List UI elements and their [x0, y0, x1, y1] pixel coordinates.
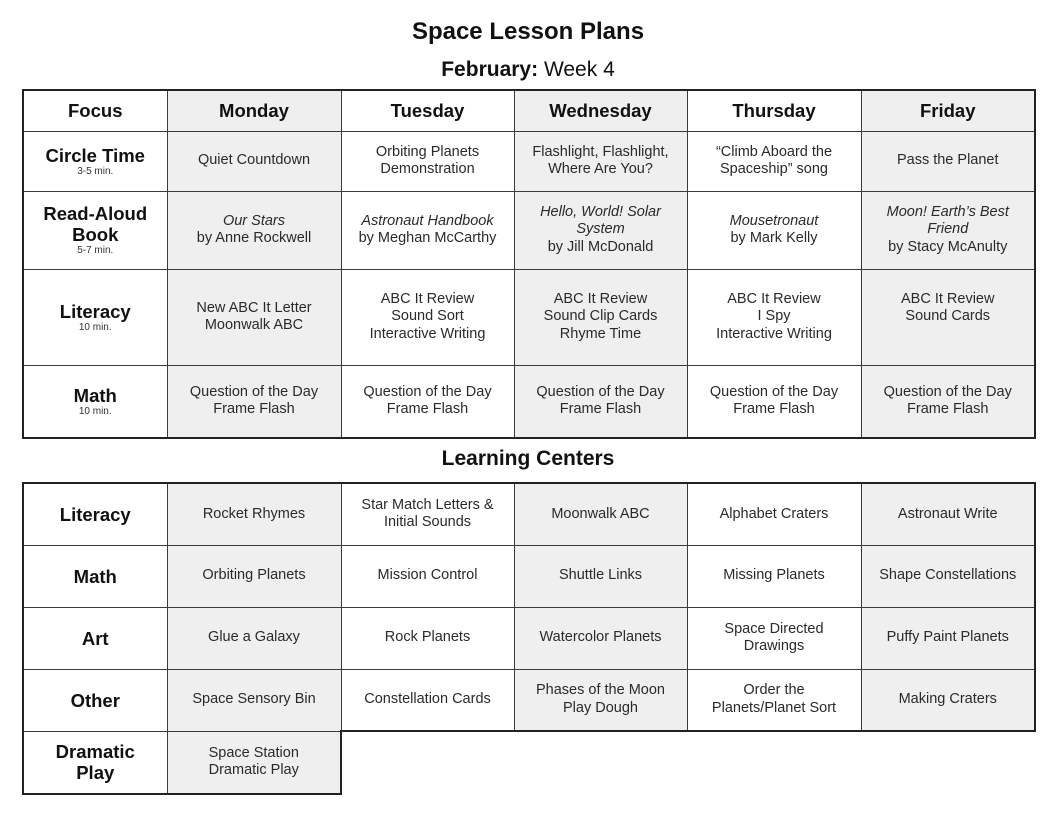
activity-line: “Climb Aboard the — [715, 143, 833, 160]
header-monday: Monday — [167, 90, 341, 131]
center-cell: Making Craters — [861, 669, 1035, 731]
center-cell: Space Station Dramatic Play — [167, 731, 341, 794]
center-cell: Alphabet Craters — [687, 483, 861, 545]
focus-cell — [23, 269, 167, 365]
center-cell: Space Directed Drawings — [687, 607, 861, 669]
book-author: by Stacy McAnulty — [888, 238, 1008, 255]
page-title: Space Lesson Plans — [411, 18, 645, 45]
center-cell: Constellation Cards — [341, 669, 514, 731]
book-title: Our Stars — [222, 212, 286, 229]
header-focus: Focus — [23, 90, 167, 131]
schedule-row-literacy — [23, 269, 1035, 365]
activity-line: Rhyme Time — [559, 325, 642, 342]
learning-centers-title: Learning Centers — [441, 447, 615, 470]
book-cell — [341, 191, 514, 269]
activity-line: Question of the Day — [883, 383, 1012, 400]
book-cell — [167, 191, 341, 269]
activity-cell — [687, 269, 861, 365]
activity-cell — [687, 365, 861, 438]
center-label: Dramatic Play — [55, 741, 135, 784]
centers-row-dramatic-play — [23, 731, 1035, 794]
activity-line: Frame Flash — [907, 401, 989, 418]
activity-cell — [514, 365, 687, 438]
focus-cell — [23, 131, 167, 191]
focus-cell — [23, 365, 167, 438]
book-author: by Jill McDonald — [547, 238, 654, 255]
activity-line: Spaceship” song — [719, 161, 828, 177]
activity-line: New ABC It Letter — [196, 299, 312, 316]
center-label-cell — [23, 483, 167, 545]
activity-line: Sound Cards — [905, 308, 991, 324]
center-cell: Star Match Letters & Initial Sounds — [341, 483, 514, 545]
activity-cell — [341, 365, 514, 438]
focus-cell — [23, 191, 167, 269]
center-cell: Astronaut Write — [861, 483, 1035, 545]
activity-line: Pass the Planet — [896, 152, 999, 169]
center-cell: Mission Control — [341, 545, 514, 607]
book-author: by Anne Rockwell — [196, 230, 312, 246]
center-label-cell — [23, 669, 167, 731]
activity-line: Question of the Day — [363, 383, 492, 400]
empty-area — [341, 731, 1035, 794]
center-label-cell — [23, 545, 167, 607]
book-cell — [514, 191, 687, 269]
focus-label: Read-Aloud Book — [43, 203, 148, 245]
center-label: Art — [81, 627, 109, 649]
activity-cell — [687, 131, 861, 191]
activity-cell — [341, 131, 514, 191]
activity-cell — [167, 131, 341, 191]
center-label: Other — [70, 689, 120, 711]
schedule-table — [22, 89, 1036, 439]
activity-line: Frame Flash — [386, 401, 469, 418]
subtitle-month: February: — [441, 58, 539, 81]
center-cell: Order the Planets/Planet Sort — [687, 669, 861, 731]
center-cell: Orbiting Planets — [167, 545, 341, 607]
focus-label: Math — [73, 384, 117, 406]
focus-duration: 10 min. — [78, 321, 112, 333]
activity-line: Sound Clip Cards — [543, 308, 658, 325]
focus-duration: 10 min. — [78, 405, 112, 417]
centers-row-math — [23, 545, 1035, 607]
activity-cell — [341, 269, 514, 365]
activity-line: Quiet Countdown — [197, 152, 311, 169]
activity-line: ABC It Review — [553, 290, 648, 307]
activity-line: Sound Sort — [391, 308, 464, 325]
schedule-header-row — [23, 90, 1035, 131]
centers-row-other — [23, 669, 1035, 731]
activity-line: Where Are You? — [548, 161, 653, 177]
centers-row-literacy — [23, 483, 1035, 545]
book-title: Astronaut Handbook — [361, 212, 494, 229]
focus-duration: 5-7 min. — [77, 245, 114, 256]
center-cell: Space Sensory Bin — [167, 669, 341, 731]
book-author: by Meghan McCarthy — [358, 230, 497, 246]
activity-line: ABC It Review — [727, 290, 821, 307]
center-cell: Moonwalk ABC — [514, 483, 687, 545]
activity-line: Frame Flash — [213, 401, 295, 418]
schedule-row-circle-time — [23, 131, 1035, 191]
center-label-cell — [23, 607, 167, 669]
activity-cell — [861, 131, 1035, 191]
activity-line: Flashlight, Flashlight, — [532, 143, 669, 160]
centers-row-art — [23, 607, 1035, 669]
focus-label: Circle Time — [45, 144, 145, 166]
activity-line: Frame Flash — [733, 401, 815, 418]
center-label: Math — [73, 565, 117, 587]
center-label: Literacy — [59, 503, 131, 525]
activity-cell — [167, 365, 341, 438]
activity-cell — [861, 365, 1035, 438]
book-cell — [687, 191, 861, 269]
activity-line: ABC It Review — [901, 290, 995, 307]
activity-line: Question of the Day — [189, 383, 319, 400]
activity-line: Demonstration — [380, 161, 475, 177]
activity-cell — [514, 131, 687, 191]
center-cell: Phases of the Moon Play Dough — [514, 669, 687, 731]
header-thursday: Thursday — [687, 90, 861, 131]
schedule-row-math — [23, 365, 1035, 438]
focus-duration: 3-5 min. — [77, 165, 114, 177]
activity-line: Orbiting Planets — [375, 143, 480, 160]
book-author: by Mark Kelly — [730, 230, 818, 246]
center-cell: Shape Constellations — [861, 545, 1035, 607]
activity-line: ABC It Review — [380, 290, 475, 307]
activity-cell — [861, 269, 1035, 365]
activity-line: Question of the Day — [536, 383, 665, 400]
center-cell: Glue a Galaxy — [167, 607, 341, 669]
activity-line: Moonwalk ABC — [204, 317, 304, 333]
focus-label: Literacy — [59, 300, 131, 322]
activity-line: Interactive Writing — [716, 325, 832, 342]
center-cell: Missing Planets — [687, 545, 861, 607]
activity-line: Frame Flash — [559, 401, 642, 418]
header-wednesday: Wednesday — [514, 90, 687, 131]
activity-line: Question of the Day — [709, 383, 839, 400]
center-cell: Puffy Paint Planets — [861, 607, 1035, 669]
activity-cell — [514, 269, 687, 365]
center-cell: Watercolor Planets — [514, 607, 687, 669]
activity-cell — [167, 269, 341, 365]
activity-line: Interactive Writing — [369, 325, 486, 342]
center-label-cell — [23, 731, 167, 794]
book-title: Moon! Earth’s Best Friend — [886, 203, 1009, 238]
page-subtitle — [0, 58, 1056, 82]
book-title: Hello, World! Solar System — [540, 203, 661, 238]
header-tuesday: Tuesday — [341, 90, 514, 131]
book-cell — [861, 191, 1035, 269]
subtitle-week: Week 4 — [543, 58, 615, 81]
book-title: Mousetronaut — [729, 212, 819, 229]
center-cell: Rock Planets — [341, 607, 514, 669]
schedule-row-read-aloud — [23, 191, 1035, 269]
activity-line: I Spy — [757, 308, 791, 325]
center-cell: Rocket Rhymes — [167, 483, 341, 545]
header-friday: Friday — [861, 90, 1035, 131]
centers-table — [22, 482, 1036, 795]
center-cell: Shuttle Links — [514, 545, 687, 607]
